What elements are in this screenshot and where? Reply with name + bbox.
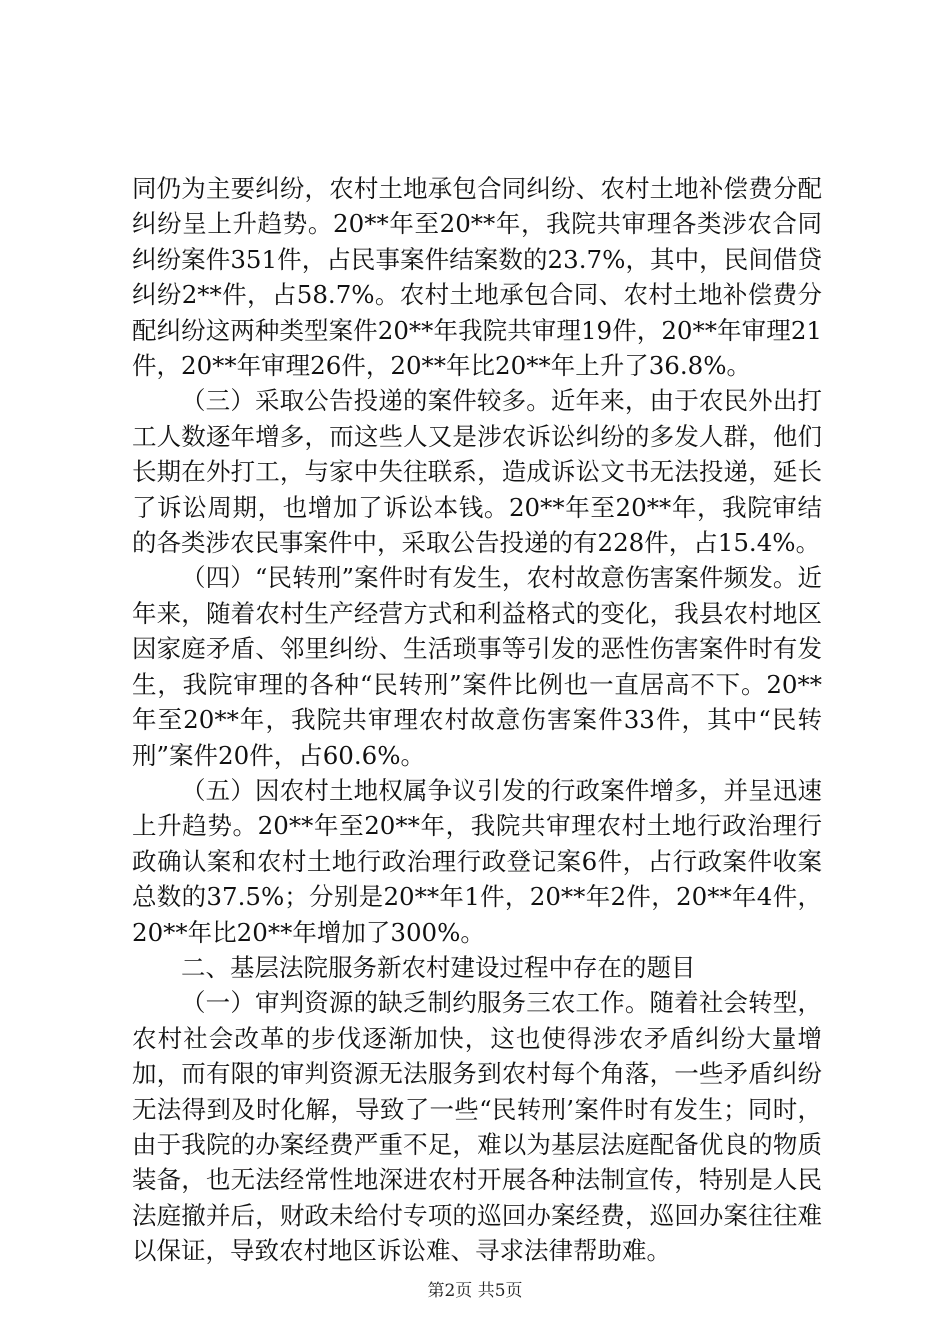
body-paragraph-3: （四）“民转刑”案件时有发生，农村故意伤害案件频发。近年来，随着农村生产经营方式和利益格式的变化，我县农村地区因家庭矛盾、邻里纠纷、生活琐事等引发的恶性伤害案件时有发生，我院审理的各种“民转刑”案件比例也一直居高不下。20**年至20**年，我院共审理农村故意伤害案件33件，其中“民转刑”案件20件，占60.6%。 (132, 563, 822, 770)
document-body (132, 171, 822, 1269)
body-paragraph-1: 同仍为主要纠纷，农村土地承包合同纠纷、农村土地补偿费分配纠纷呈上升趋势。20**年至20**年，我院共审理各类涉农合同纠纷案件351件，占民事案件结案数的23.7%，其中，民间借贷纠纷2**件，占58.7%。农村土地承包合同、农村土地补偿费分配纠纷这两种类型案件20**年我院共审理19件，20**年审理21件，20**年审理26件，20**年比20**年上升了36.8%。 (132, 174, 822, 381)
page-number-footer: 第2页 共5页 (427, 1281, 523, 1301)
body-paragraph-4: （五）因农村土地权属争议引发的行政案件增多，并呈迅速上升趋势。20**年至20**年，我院共审理农村土地行政治理行政确认案和农村土地行政治理行政登记案6件，占行政案件收案总数的37.5%；分别是20**年1件，20**年2件，20**年4件，20**年比20**年增加了300%。 (132, 775, 822, 947)
section-heading: 二、基层法院服务新农村建设过程中存在的题目 (181, 952, 696, 982)
body-paragraph-2: （三）采取公告投递的案件较多。近年来，由于农民外出打工人数逐年增多，而这些人又是涉农诉讼纠纷的多发人群，他们长期在外打工，与家中失往联系，造成诉讼文书无法投递，延长了诉讼周期，也增加了诉讼本钱。20**年至20**年，我院审结的各类涉农民事案件中，采取公告投递的有228件，占15.4%。 (132, 386, 822, 558)
body-paragraph-5: （一）审判资源的缺乏制约服务三农工作。随着社会转型，农村社会改革的步伐逐渐加快，这也使得涉农矛盾纠纷大量增加，而有限的审判资源无法服务到农村每个角落，一些矛盾纠纷无法得到及时化解，导致了一些“民转刑’案件时有发生；同时，由于我院的办案经费严重不足，难以为基层法庭配备优良的物质装备，也无法经常性地深进农村开展各种法制宣传，特别是人民法庭撤并后，财政未给付专项的巡回办案经费，巡回办案往往难以保证，导致农村地区诉讼难、寻求法律帮助难。 (132, 988, 822, 1266)
